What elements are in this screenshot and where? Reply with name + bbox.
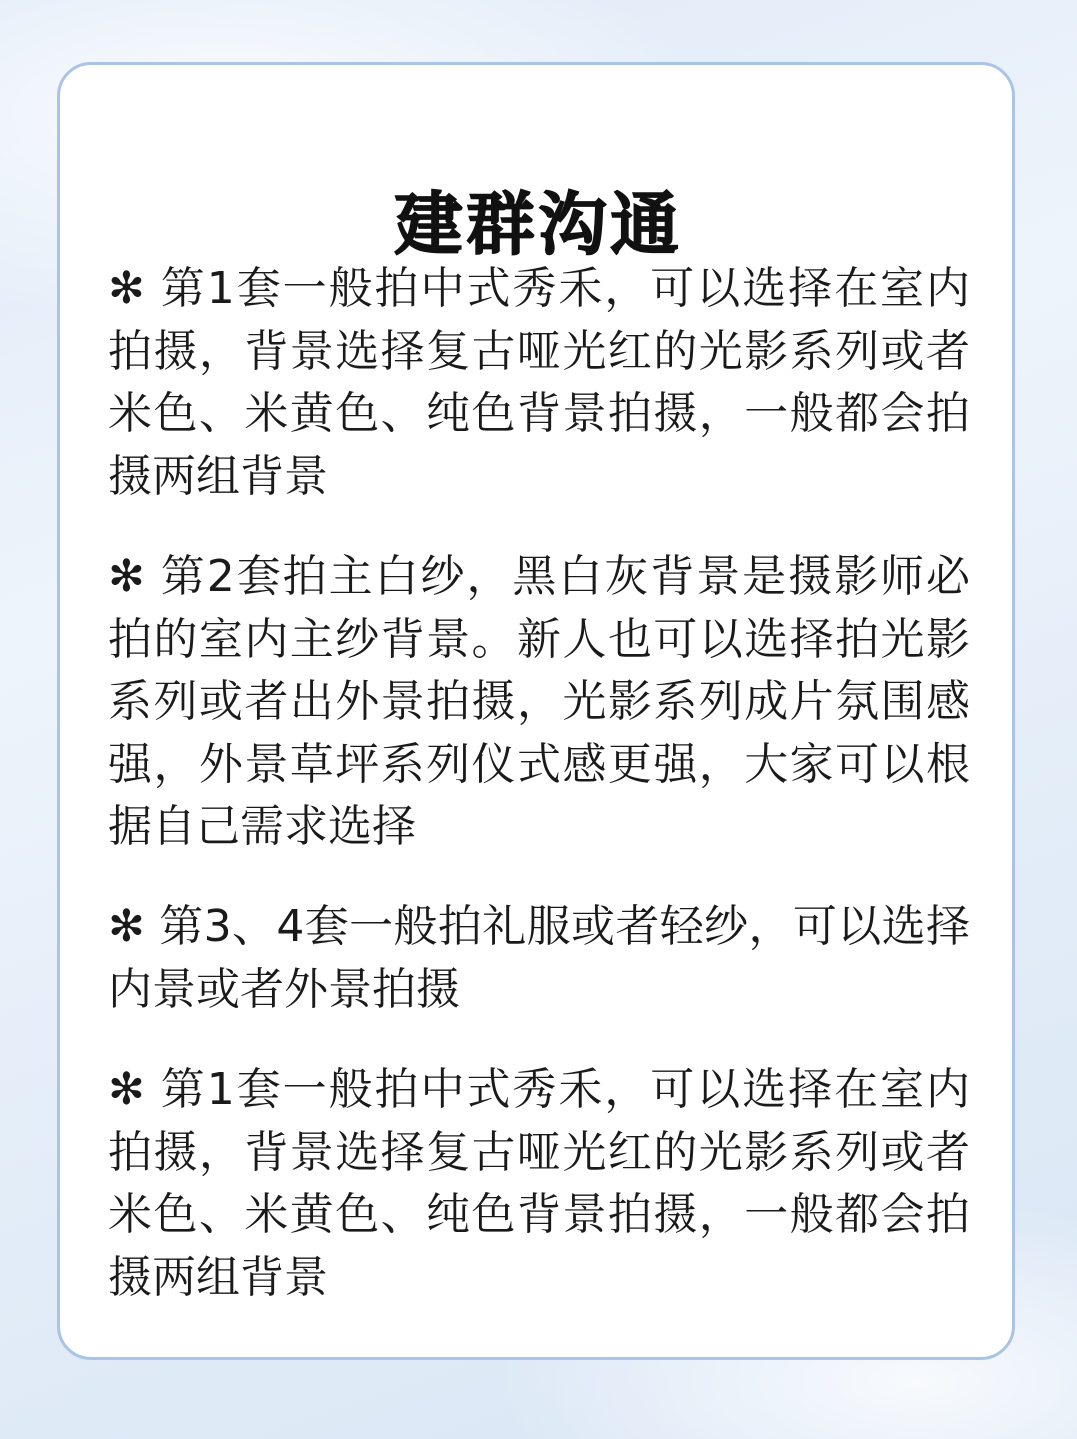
paragraph-1: ✻ 第1套一般拍中式秀禾，可以选择在室内拍摄，背景选择复古哑光红的光影系列或者米色、米黄色、纯色背景拍摄，一般都会拍摄两组背景: [108, 263, 970, 502]
paragraph-4: ✻ 第1套一般拍中式秀禾，可以选择在室内拍摄，背景选择复古哑光红的光影系列或者米色、米黄色、纯色背景拍摄，一般都会拍摄两组背景: [108, 1064, 970, 1303]
paragraph-2: ✻ 第2套拍主白纱，黑白灰背景是摄影师必拍的室内主纱背景。新人也可以选择拍光影系列或者出外景拍摄，光影系列成片氛围感强，外景草坪系列仪式感更强，大家可以根据自己需求选择: [108, 551, 970, 852]
paragraph-3: ✻ 第3、4套一般拍礼服或者轻纱，可以选择内景或者外景拍摄: [108, 901, 970, 1015]
page-title: 建群沟通: [394, 185, 683, 265]
